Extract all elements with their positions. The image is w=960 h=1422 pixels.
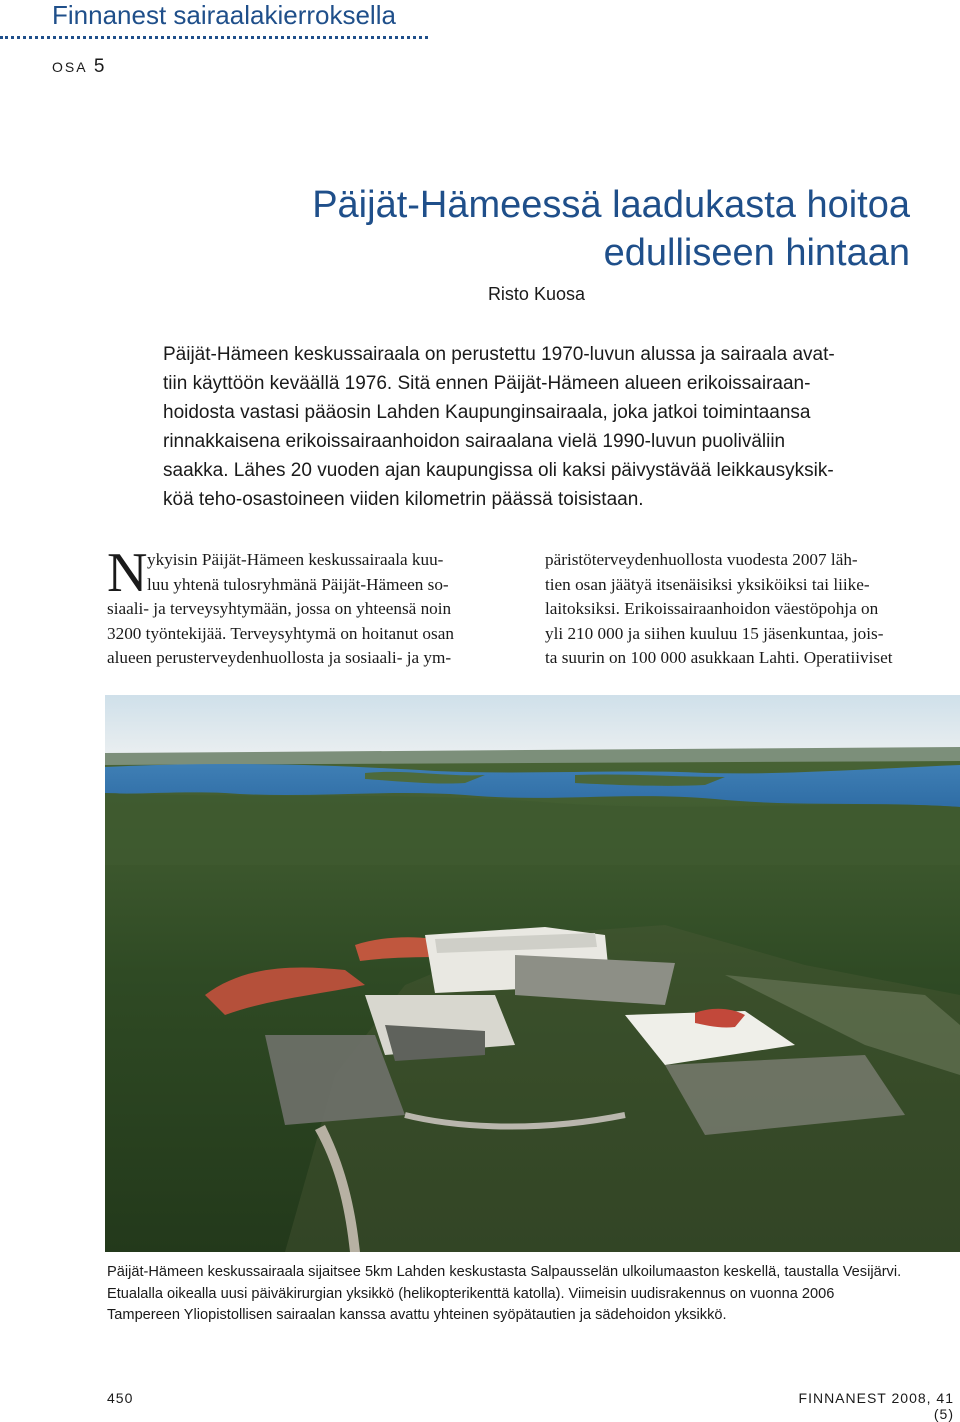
body-line: päristöterveydenhuollosta vuodesta 2007 läh- <box>545 550 858 569</box>
body-column-left <box>107 542 519 671</box>
body-line: ykyisin Päijät-Hämeen keskussairaala kuu- <box>147 550 444 569</box>
part-prefix: OSA <box>52 59 88 75</box>
body-line: ta suurin on 100 000 asukkaan Lahti. Operatiiviset <box>545 648 893 668</box>
caption-line: Päijät-Hämeen keskussairaala sijaitsee 5km Lahden keskustasta Salpausselän ulkoilumaaston keskellä, taustalla Vesijärvi. <box>107 1264 902 1280</box>
body-line: laitoksiksi. Erikoissairaanhoidon väestöpohja on <box>545 599 879 619</box>
lead-paragraph <box>163 340 899 514</box>
body-column-right <box>545 548 957 671</box>
body-line: siaali- ja terveysyhtymään, jossa on yhteensä noin <box>107 599 452 619</box>
lead-line: saakka. Lähes 20 vuoden ajan kaupungissa oli kaksi päivystävää leikkausyksik- <box>163 460 834 481</box>
article-title-line: edulliseen hintaan <box>603 232 910 275</box>
lead-line: Päijät-Hämeen keskussairaala on perustettu 1970-luvun alussa ja sairaala avat- <box>163 344 835 365</box>
caption-line: Tampereen Yliopistollisen sairaalan kanssa avattu yhteinen syöpätautien ja sädehoidon yksikkö. <box>107 1307 727 1324</box>
lead-line: rinnakkaisena erikoissairaanhoidon sairaalana vielä 1990-luvun puoliväliin <box>163 431 786 452</box>
body-line: 3200 työntekijää. Terveysyhtymä on hoitanut osan <box>107 623 454 643</box>
lead-line: tiin käyttöön keväällä 1976. Sitä ennen Päijät-Hämeen alueen erikoissairaan- <box>163 373 811 394</box>
lead-line: köä teho-osastoineen viiden kilometrin päässä toisistaan. <box>163 489 644 510</box>
body-line: alueen perusterveydenhuollosta ja sosiaali- ja ym- <box>107 648 452 668</box>
caption-line: Etualalla oikealla uusi päiväkirurgian yksikkö (helikopterikenttä katolla). Viimeisin uudisrakennus on vuonna 2006 <box>107 1285 835 1302</box>
series-title: Finnanest sairaalakierroksella <box>52 0 396 30</box>
lead-line: hoidosta vastasi pääosin Lahden Kaupunginsairaala, joka jatkoi toimintaansa <box>163 402 811 423</box>
part-number: 5 <box>93 56 106 77</box>
page-number: 450 <box>107 1390 134 1406</box>
drop-cap: N <box>107 542 148 604</box>
body-line: luu yhtenä tulosryhmänä Päijät-Hämeen so- <box>147 574 449 594</box>
journal-reference: FINNANEST 2008, 41 (5) <box>798 1390 954 1422</box>
body-line: yli 210 000 ja siihen kuuluu 15 jäsenkuntaa, jois- <box>545 623 884 643</box>
body-line: tien osan jäätyä itsenäisiksi yksiköiksi tai liike- <box>545 574 870 594</box>
header-dotted-divider <box>0 36 428 39</box>
part-label <box>52 56 105 78</box>
article-title <box>150 181 910 277</box>
article-title-line: Päijät-Hämeessä laadukasta hoitoa <box>312 184 910 227</box>
author-byline: Risto Kuosa <box>487 284 585 304</box>
hospital-aerial-photo <box>105 695 960 1252</box>
photo-caption <box>107 1262 957 1327</box>
